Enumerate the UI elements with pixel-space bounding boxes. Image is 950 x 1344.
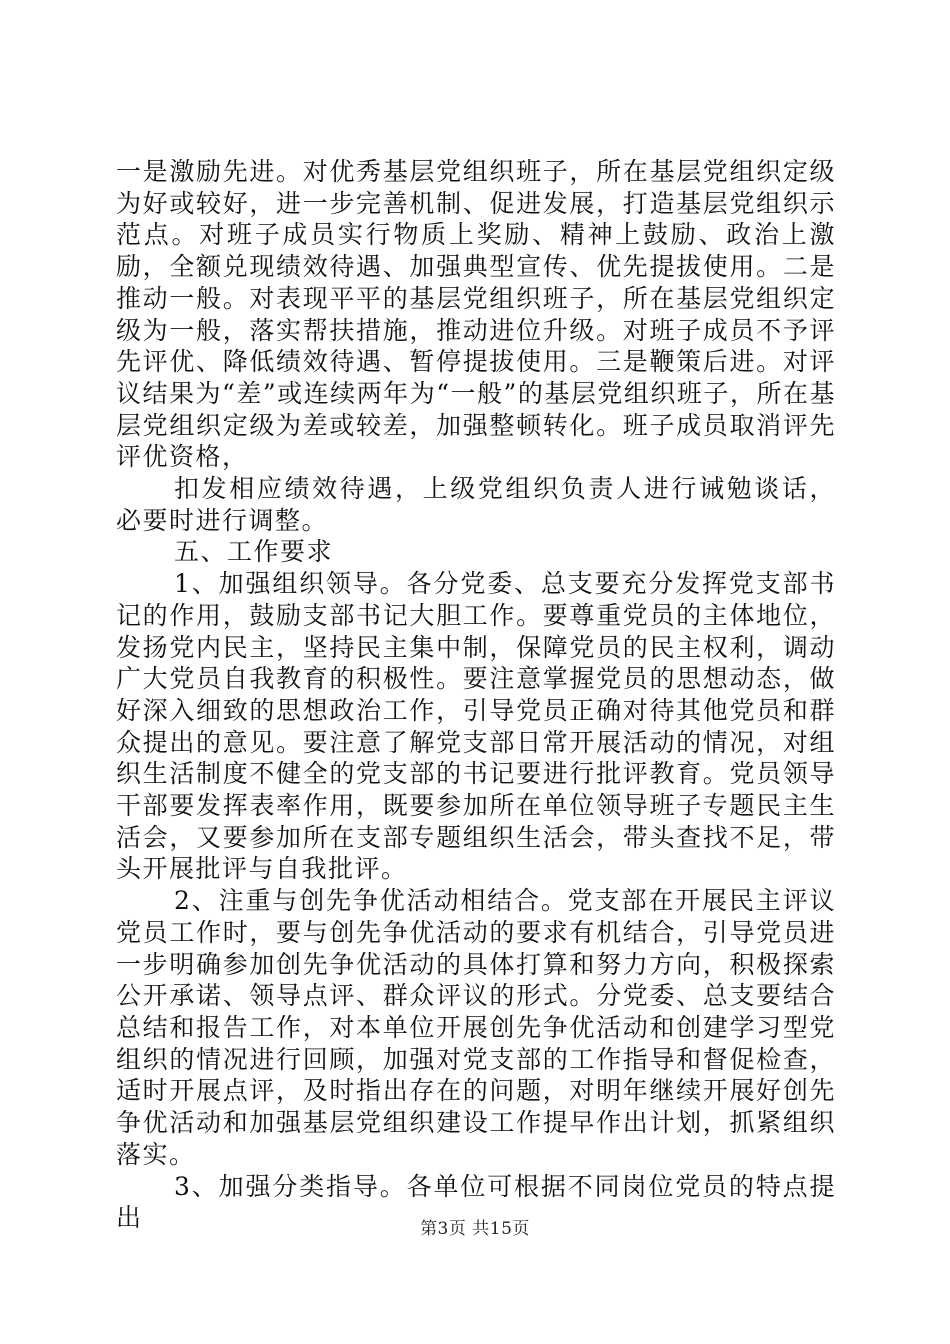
- paragraph-2: 扣发相应绩效待遇，上级党组织负责人进行诫勉谈话，必要时进行调整。: [116, 474, 836, 535]
- paragraph-4: 2、注重与创先争优活动相结合。党支部在开展民主评议党员工作时，要与创先争优活动的要求有机结合，引导党员进一步明确参加创先争优活动的具体打算和努力方向，积极探索公开承诺、领导点评、群众评议的形式。分党委、总支要结合总结和报告工作，对本单位开展创先争优活动和创建学习型党组织的情况进行回顾，加强对党支部的工作指导和督促检查，适时开展点评，及时指出存在的问题，对明年继续开展好创先争优活动和加强基层党组织建设工作提早作出计划，抓紧组织落实。: [116, 886, 836, 1169]
- section-heading: 五、工作要求: [174, 537, 334, 567]
- paragraph-1: 一是激励先进。对优秀基层党组织班子，所在基层党组织定级为好或较好，进一步完善机制、促进发展，打造基层党组织示范点。对班子成员实行物质上奖励、精神上鼓励、政治上激励，全额兑现绩效待遇、加强典型宣传、优先提拔使用。二是推动一般。对表现平平的基层党组织班子，所在基层党组织定级为一般，落实帮扶措施，推动进位升级。对班子成员不予评先评优、降低绩效待遇、暂停提拔使用。三是鞭策后进。对评议结果为“差”或连续两年为“一般”的基层党组织班子，所在基层党组织定级为差或较差，加强整顿转化。班子成员取消评先评优资格，: [116, 157, 836, 472]
- body-text: [116, 156, 836, 1234]
- page-footer: 第3页 共15页: [420, 1219, 530, 1239]
- paragraph-3: 1、加强组织领导。各分党委、总支要充分发挥党支部书记的作用，鼓励支部书记大胆工作。要尊重党员的主体地位，发扬党内民主，坚持民主集中制，保障党员的民主权利，调动广大党员自我教育的积极性。要注意掌握党员的思想动态，做好深入细致的思想政治工作，引导党员正确对待其他党员和群众提出的意见。要注意了解党支部日常开展活动的情况，对组织生活制度不健全的党支部的书记要进行批评教育。党员领导干部要发挥表率作用，既要参加所在单位领导班子专题民主生活会，又要参加所在支部专题组织生活会，带头查找不足，带头开展批评与自我批评。: [116, 569, 836, 884]
- paragraph-5: 3、加强分类指导。各单位可根据不同岗位党员的特点提出: [116, 1171, 836, 1233]
